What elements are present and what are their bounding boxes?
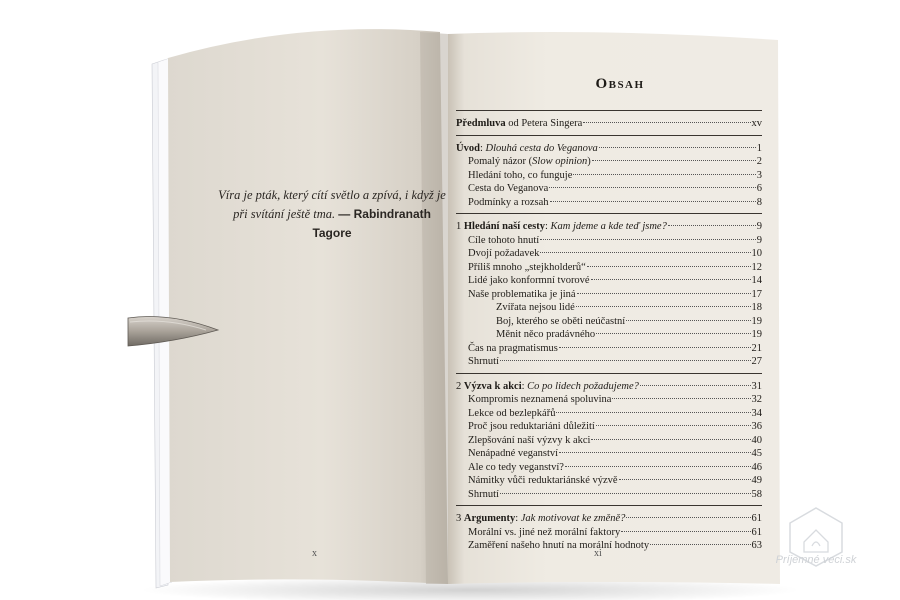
toc-entry[interactable]	[456, 434, 762, 448]
toc-leader-dots	[619, 479, 751, 480]
toc-leader-dots	[559, 347, 751, 348]
toc-entry-page: 34	[751, 407, 762, 419]
toc-entry[interactable]	[456, 420, 762, 434]
toc-entry-page: 32	[751, 394, 762, 405]
toc-leader-dots	[591, 439, 750, 440]
toc-entry-label: Lidé jako konformní tvorové	[468, 275, 590, 286]
toc-entry-page: 10	[751, 248, 762, 259]
toc-entry[interactable]	[456, 393, 762, 407]
toc-entry[interactable]	[456, 220, 762, 234]
toc-entry[interactable]	[456, 301, 762, 315]
right-page-number: xi	[594, 548, 602, 559]
toc-leader-dots	[550, 201, 756, 202]
toc-entry[interactable]	[456, 169, 762, 183]
toc-leader-dots	[556, 412, 750, 413]
toc-entry-page: 63	[751, 540, 762, 551]
section-divider	[456, 213, 762, 214]
toc-entry-page: 36	[751, 421, 762, 432]
toc-leader-dots	[668, 225, 756, 226]
toc-leader-dots	[583, 122, 750, 123]
toc-entry-label: Příliš mnoho „stejkholderů“	[468, 261, 586, 273]
toc-entry-label: Úvod: Dlouhá cesta do Veganova	[456, 142, 598, 154]
quote-author: — Rabindranath Tagore	[312, 207, 431, 240]
toc-entry-page: 8	[756, 196, 762, 208]
toc-entry[interactable]	[456, 196, 762, 210]
toc-entry[interactable]	[456, 261, 762, 275]
toc-entry-label: Zvířata nejsou lidé	[496, 302, 575, 313]
toc-entry-label: 1 Hledání naší cesty: Kam jdeme a kde teď jsme?	[456, 221, 667, 232]
toc-leader-dots	[621, 531, 750, 532]
epigraph-quote	[212, 186, 452, 243]
toc-entry[interactable]	[456, 315, 762, 329]
toc-entry-label: Ale co tedy veganství?	[468, 461, 564, 473]
toc-entry-page: 61	[751, 513, 762, 524]
toc-entry[interactable]	[456, 117, 762, 131]
toc-entry-page: 40	[751, 434, 762, 446]
toc-leader-dots	[599, 147, 756, 148]
toc-entry-label: Shrnutí	[468, 488, 499, 500]
toc-entry[interactable]	[456, 155, 762, 169]
toc-entry[interactable]	[456, 288, 762, 302]
toc-entry-label: Morální vs. jiné než morální faktory	[468, 526, 621, 538]
toc-leader-dots	[573, 174, 755, 175]
section-divider	[456, 135, 762, 136]
toc-entry-page: 3	[756, 169, 762, 181]
toc-entry-label: Cíle tohoto hnutí	[468, 234, 540, 246]
toc-leader-dots	[500, 360, 751, 361]
left-page-number: x	[312, 548, 317, 559]
watermark-text: Príjemné veci.sk	[775, 554, 857, 566]
toc-leader-dots	[626, 517, 750, 518]
section-divider	[456, 505, 762, 506]
toc-entry-label: Zlepšování naší výzvy k akci	[468, 434, 591, 446]
toc-entry-label: Námitky vůči reduktariánské výzvě	[468, 475, 618, 486]
toc-entry-label: Boj, kterého se oběti neúčastní	[496, 315, 626, 327]
toc-entry[interactable]	[456, 142, 762, 156]
toc-entry[interactable]	[456, 328, 762, 342]
toc-entry-label: Nenápadné veganství	[468, 448, 559, 459]
toc-leader-dots	[626, 320, 750, 321]
table-of-contents	[456, 106, 762, 553]
toc-entry-page: 19	[751, 315, 762, 327]
toc-entry-label: Podmínky a rozsah	[468, 196, 549, 208]
toc-leader-dots	[500, 493, 751, 494]
toc-entry[interactable]	[456, 380, 762, 394]
toc-leader-dots	[587, 266, 751, 267]
toc-entry-label: Dvojí požadavek	[468, 248, 540, 259]
toc-entry-page: 12	[751, 261, 762, 273]
toc-leader-dots	[591, 279, 751, 280]
toc-entry-label: Shrnutí	[468, 356, 499, 367]
toc-entry-label: Kompromis neznamená spoluvina	[468, 394, 612, 405]
toc-entry[interactable]	[456, 512, 762, 526]
toc-entry-page: 9	[756, 221, 762, 232]
toc-entry[interactable]	[456, 474, 762, 488]
toc-leader-dots	[596, 425, 751, 426]
toc-entry-label: Měnit něco pradávného	[496, 329, 596, 340]
toc-entry[interactable]	[456, 247, 762, 261]
toc-entry-label: Proč jsou reduktariáni důležití	[468, 421, 595, 432]
toc-entry[interactable]	[456, 488, 762, 502]
toc-leader-dots	[612, 398, 750, 399]
section-divider	[456, 110, 762, 111]
toc-leader-dots	[549, 187, 755, 188]
toc-entry-page: 58	[751, 488, 762, 500]
toc-leader-dots	[540, 239, 756, 240]
toc-entry[interactable]	[456, 182, 762, 196]
toc-entry-label: Lekce od bezlepkářů	[468, 407, 556, 419]
toc-entry-page: 1	[756, 142, 762, 154]
toc-entry[interactable]	[456, 342, 762, 356]
toc-leader-dots	[559, 452, 750, 453]
toc-entry-page: 49	[751, 475, 762, 486]
toc-leader-dots	[540, 252, 750, 253]
toc-leader-dots	[565, 466, 751, 467]
toc-entry-label: Pomalý názor (Slow opinion)	[468, 156, 591, 167]
toc-entry[interactable]	[456, 447, 762, 461]
toc-entry-page: 31	[751, 380, 762, 392]
toc-entry-page: 45	[751, 448, 762, 459]
toc-leader-dots	[596, 333, 750, 334]
toc-entry-page: 9	[756, 234, 762, 246]
toc-entry[interactable]	[456, 526, 762, 540]
toc-entry-label: Zaměření našeho hnutí na morální hodnoty	[468, 540, 650, 551]
quote-text: Víra je pták, který cítí světlo a zpívá, i když je při svítání ještě tma.	[218, 188, 446, 221]
section-divider	[456, 373, 762, 374]
toc-entry-page: 17	[751, 288, 762, 300]
toc-entry-label: Předmluva od Petera Singera	[456, 118, 583, 129]
toc-entry-label: Čas na pragmatismus	[468, 342, 558, 354]
toc-leader-dots	[650, 544, 750, 545]
toc-entry-label: Cesta do Veganova	[468, 183, 549, 194]
toc-title: Obsah	[595, 76, 645, 92]
toc-entry-page: 14	[751, 275, 762, 286]
toc-entry[interactable]	[456, 274, 762, 288]
toc-entry-label: Hledání toho, co funguje	[468, 169, 573, 181]
toc-entry[interactable]	[456, 461, 762, 475]
toc-leader-dots	[576, 306, 751, 307]
toc-entry-label: 3 Argumenty: Jak motivovat ke změně?	[456, 513, 626, 524]
toc-entry[interactable]	[456, 234, 762, 248]
toc-entry[interactable]	[456, 407, 762, 421]
toc-entry-page: 6	[756, 183, 762, 194]
toc-entry-page: 61	[751, 526, 762, 538]
toc-leader-dots	[592, 160, 756, 161]
toc-entry-page: 18	[751, 302, 762, 313]
toc-entry-page: 21	[751, 342, 762, 354]
toc-entry-page: 2	[756, 156, 762, 167]
toc-entry-page: 46	[751, 461, 762, 473]
toc-entry-page: 27	[751, 356, 762, 367]
left-page	[168, 29, 448, 584]
toc-entry[interactable]	[456, 355, 762, 369]
toc-entry-label: 2 Výzva k akci: Co po lidech požadujeme?	[456, 380, 639, 392]
toc-entry[interactable]	[456, 539, 762, 553]
toc-leader-dots	[577, 293, 751, 294]
toc-entry-label: Naše problematika je jiná	[468, 288, 576, 300]
toc-entry-page: 19	[751, 329, 762, 340]
toc-leader-dots	[640, 385, 751, 386]
toc-entry-page: xv	[751, 118, 762, 129]
